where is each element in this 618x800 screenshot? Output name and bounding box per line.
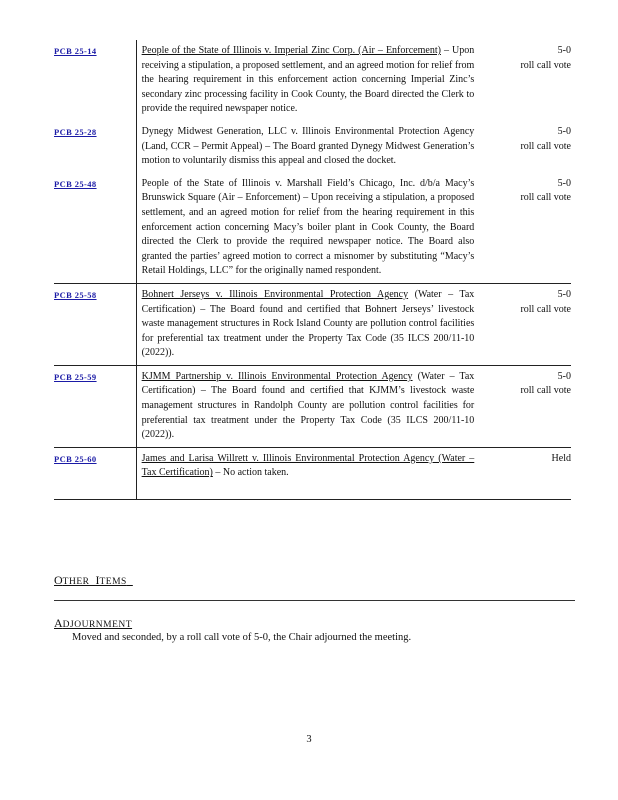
vote-type: roll call vote: [520, 192, 571, 204]
case-row: [54, 173, 571, 284]
vote-count: 5-0: [557, 45, 571, 56]
case-table: [54, 40, 571, 500]
case-description: People of the State of Illinois v. Marshall Field’s Chicago, Inc. d/b/a Macy’s Brunswick Square (Air – Enforcement) – Upon receiving a stipulation, a proposed settlement, and an agreed motion for relief from the hearing requirement in this enforcement action concerning Macy’s boiler plant in Cook County, the Board directed the Clerk to provide the required newspaper notice. The Board also granted the parties’ agreed motion to correct a misnomer by substituting “Macy’s Retail Holdings, LLC” for the originally named respondent.: [141, 177, 475, 277]
case-row: [54, 121, 571, 173]
case-number-link[interactable]: PCB 25-58: [54, 289, 97, 300]
vote-count: 5-0: [557, 125, 571, 137]
case-number-link[interactable]: PCB 25-48: [54, 178, 97, 189]
vote-type: roll call vote: [520, 303, 571, 315]
case-row: [54, 40, 571, 121]
vote-count: 5-0: [557, 288, 571, 300]
adjournment-text: Moved and seconded, by a roll call vote of 5-0, the Chair adjourned the meeting.: [72, 632, 412, 643]
vote-type: roll call vote: [520, 385, 571, 397]
other-items-heading: OTHER ITEMS: [54, 573, 127, 587]
vote-count: 5-0: [557, 177, 571, 189]
case-number-link[interactable]: PCB 25-59: [54, 371, 97, 382]
adjournment-heading: ADJOURNMENT: [54, 616, 133, 630]
case-number-link[interactable]: PCB 25-28: [54, 126, 97, 137]
case-description: (Water – Tax Certification) – The Board found and certified that KJMM’s livestock waste management structures in Randolph County are pollution control facilities for preferential tax treatment under the Property Tax Code (35 ILCS 200/11-10 (2022)).: [141, 370, 475, 441]
case-number-link[interactable]: PCB 25-60: [54, 453, 97, 464]
case-heading: KJMM Partnership v. Illinois Environmental Protection Agency: [141, 370, 413, 382]
case-description: – No action taken.: [212, 467, 289, 479]
case-row: [54, 365, 571, 447]
case-description: – Upon receiving a stipulation, a proposed settlement, and an agreed motion for relief from the hearing requirement in this enforcement action concerning Imperial Zinc’s secondary zinc processing facility in Cook County, the Board directed the Clerk to provide the required newspaper notice.: [141, 45, 475, 115]
case-row: [54, 447, 571, 499]
case-number-link[interactable]: PCB 25-14: [54, 46, 97, 56]
case-description: Dynegy Midwest Generation, LLC v. Illinois Environmental Protection Agency (Land, CCR – Permit Appeal) – The Board granted Dynegy Midwest Generation’s motion to voluntarily dismiss this appeal and closed the docket.: [141, 125, 475, 167]
vote-count: Held: [551, 452, 571, 464]
case-heading: People of the State of Illinois v. Imperial Zinc Corp. (Air – Enforcement): [141, 45, 441, 56]
section-divider: [54, 600, 575, 601]
case-heading: James and Larisa Willrett v. Illinois Environmental Protection Agency (Water – Tax Certification): [141, 452, 475, 479]
case-heading: Bohnert Jerseys v. Illinois Environmental Protection Agency: [141, 288, 409, 300]
page-number: 3: [306, 734, 312, 745]
vote-type: roll call vote: [520, 140, 571, 152]
case-description: (Water – Tax Certification) – The Board found and certified that Bohnert Jerseys’ livestock waste management structures in Rock Island County are pollution control facilities for preferential tax treatment under the Property Tax Code (35 ILCS 200/11-10 (2022)).: [141, 288, 475, 359]
vote-type: roll call vote: [520, 59, 571, 71]
vote-count: 5-0: [557, 370, 571, 382]
case-row: [54, 283, 571, 365]
